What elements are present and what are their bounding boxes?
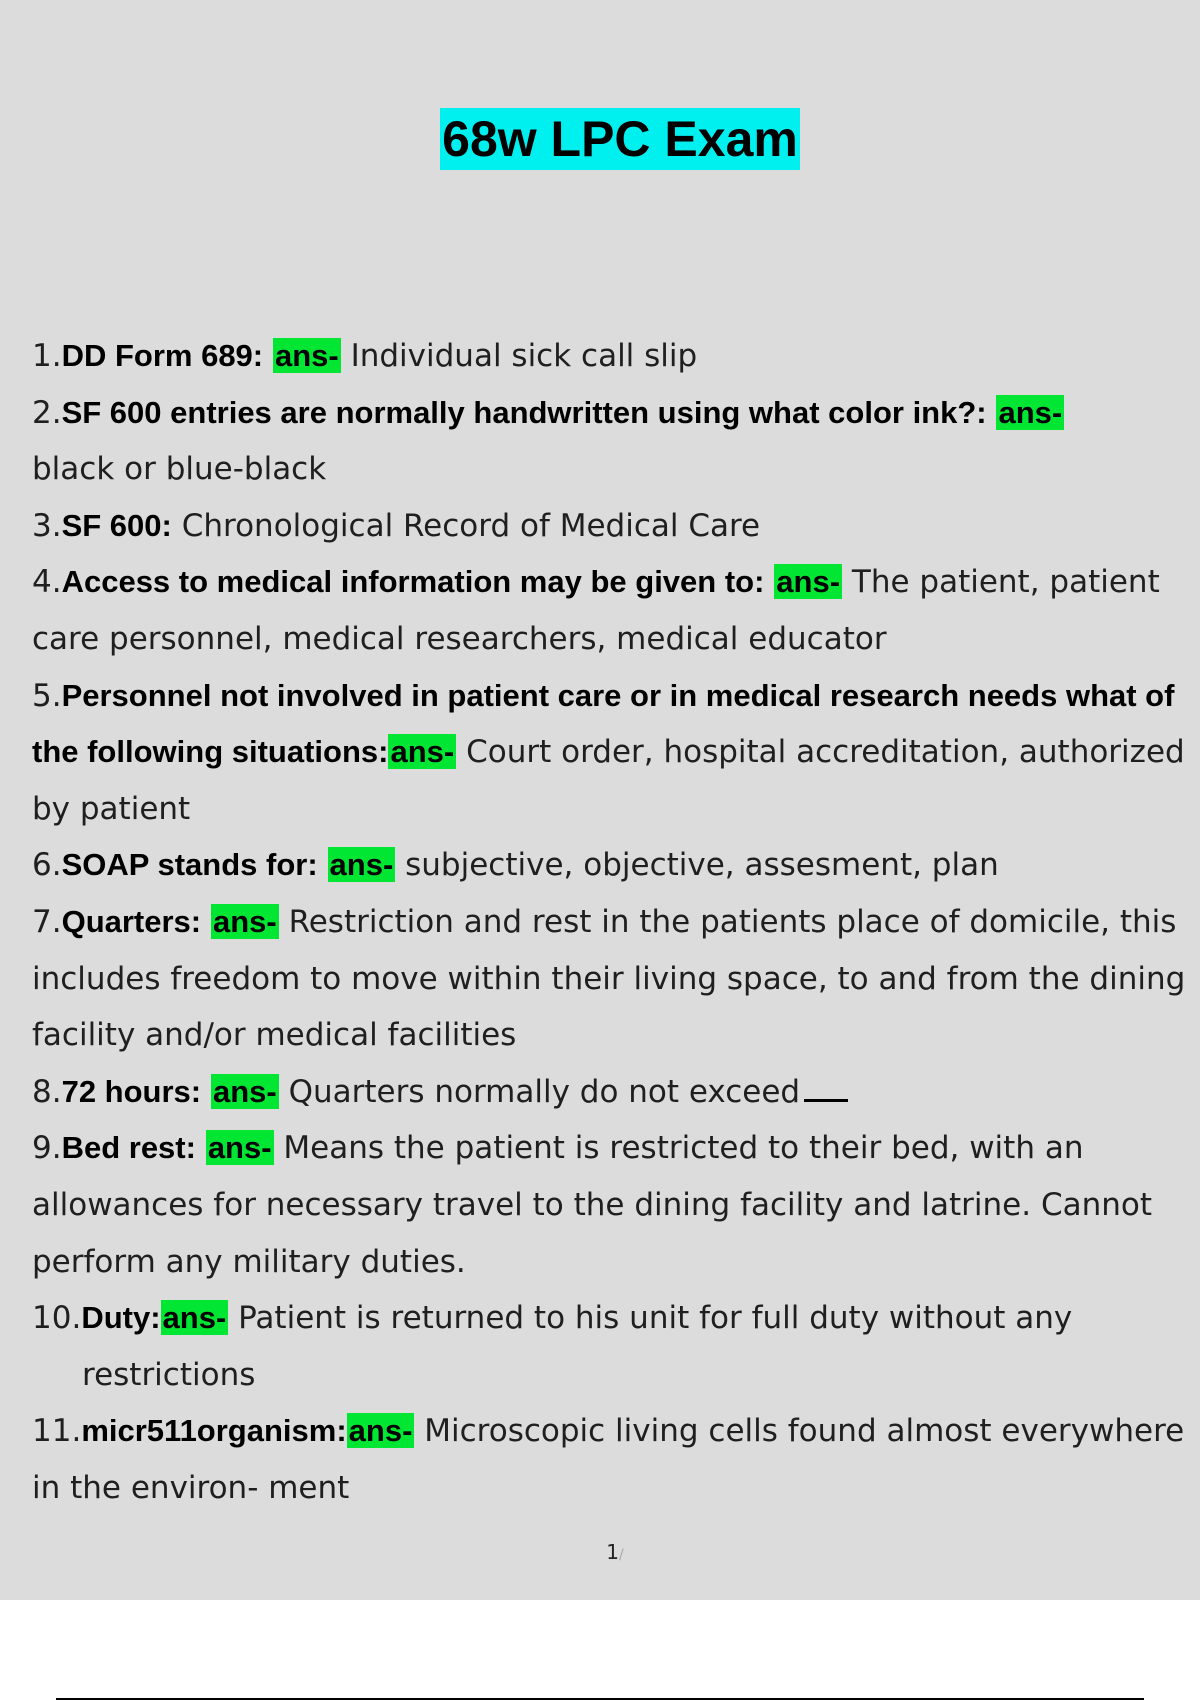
qa-list: [32, 328, 1198, 1516]
item-number: 6.: [32, 847, 62, 884]
item-question: DD Form 689:: [61, 338, 264, 373]
item-answer: Patient is returned to his unit for full duty without any: [228, 1300, 1073, 1337]
answer-marker: ans-: [212, 903, 277, 939]
answer-marker: ans-: [207, 1130, 272, 1166]
answer-marker: ans-: [329, 847, 394, 883]
answer-marker: ans-: [212, 1073, 277, 1109]
item-answer: The patient, patient care personnel, medical researchers, medical educator: [32, 564, 1160, 657]
item-number: 2.: [32, 394, 62, 431]
item-answer: Court order, hospital accreditation, authorized by patient: [32, 734, 1185, 827]
item-answer: Individual sick call slip: [340, 338, 698, 374]
item-answer: Microscopic living cells found almost everywhere in the environ- ment: [32, 1413, 1185, 1506]
list-item: [32, 554, 1198, 667]
item-answer: Means the patient is restricted to their bed, with an allowances for necessary travel to the dining facility and latrine. Cannot perform any military duties.: [32, 1130, 1153, 1280]
answer-marker: ans-: [274, 338, 339, 373]
item-question: Personnel not involved in patient care or in medical research needs what of the following situations:: [32, 677, 1175, 770]
answer-marker: ans-: [390, 734, 455, 770]
list-item: [32, 1403, 1198, 1516]
item-number: 10.: [32, 1300, 82, 1337]
list-item: [32, 328, 1198, 385]
item-answer: Chronological Record of Medical Care: [181, 507, 761, 544]
item-question: SF 600:: [61, 507, 172, 543]
item-question: 72 hours:: [61, 1073, 202, 1109]
item-question: Access to medical information may be given to:: [61, 564, 765, 600]
page-number-suffix: /: [619, 1547, 624, 1563]
answer-marker: ans-: [998, 394, 1063, 430]
item-number: 8.: [32, 1073, 62, 1110]
list-item: [32, 498, 1198, 555]
answer-marker: ans-: [348, 1413, 413, 1449]
document-title: 68w LPC Exam: [440, 108, 800, 170]
item-number: 3.: [32, 507, 62, 544]
item-answer-continued: restrictions: [82, 1356, 256, 1393]
item-number: 11.: [32, 1413, 82, 1450]
item-answer: subjective, objective, assesment, plan: [395, 847, 999, 884]
item-question: Duty:: [81, 1300, 161, 1336]
item-question: Bed rest:: [61, 1130, 196, 1166]
list-item: [32, 1064, 1198, 1121]
list-item: [32, 1290, 1198, 1403]
item-question: SF 600 entries are normally handwritten using what color ink?:: [61, 394, 987, 430]
list-item: [32, 894, 1198, 1064]
list-item: [32, 1120, 1198, 1290]
item-question: micr511organism:: [81, 1413, 347, 1449]
item-number: 9.: [32, 1130, 62, 1167]
item-question: Quarters:: [61, 903, 202, 939]
page-number-value: 1: [606, 1540, 619, 1564]
answer-marker: ans-: [776, 564, 841, 600]
item-answer: Restriction and rest in the patients place of domicile, this includes freedom to move within their living space, to and from the dining facility and/or medical facilities: [32, 903, 1186, 1054]
list-item: [32, 837, 1198, 894]
fill-in-blank: [804, 1099, 848, 1102]
page-number: [0, 1540, 1200, 1564]
answer-marker: ans-: [162, 1300, 227, 1336]
list-item: [32, 385, 1198, 498]
item-answer: Quarters normally do not exceed: [278, 1073, 801, 1110]
item-question: SOAP stands for:: [61, 847, 318, 883]
item-number: 4.: [32, 564, 62, 601]
document-title-wrap: [0, 108, 1200, 170]
list-item: [32, 668, 1198, 838]
item-number: 7.: [32, 903, 62, 940]
item-number: 1.: [32, 338, 62, 374]
item-number: 5.: [32, 677, 62, 714]
item-answer: black or blue-black: [32, 451, 327, 488]
